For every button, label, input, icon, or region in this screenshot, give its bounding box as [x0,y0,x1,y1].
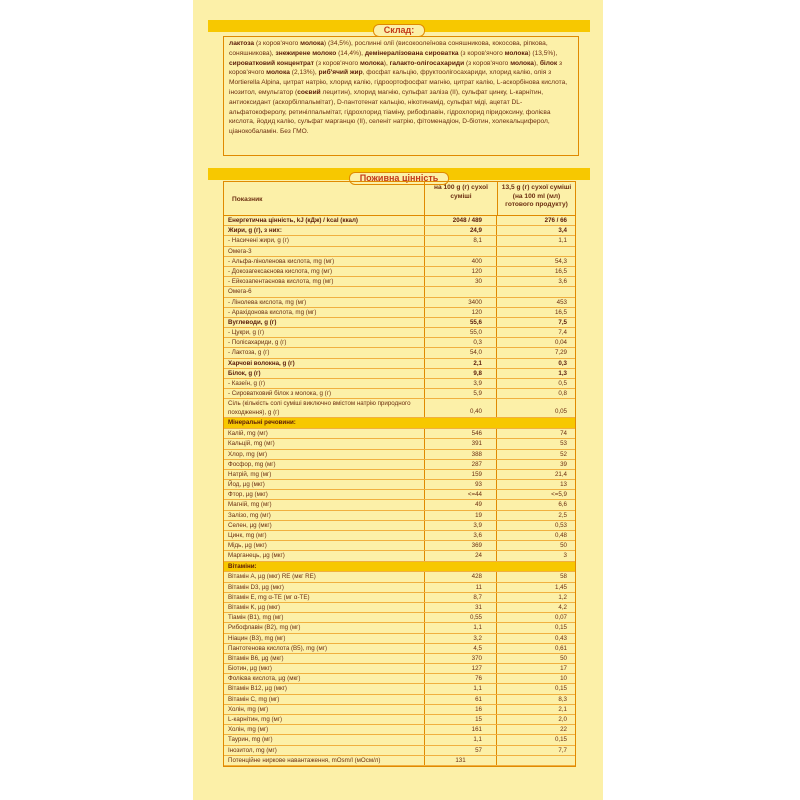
table-row [224,684,575,694]
table-row [224,551,575,561]
composition-segment: лактоза [229,40,255,47]
table-row [224,429,575,439]
row-per-serving: 0,61 [554,644,567,652]
table-row [224,593,575,603]
row-per-100g: 2048 / 489 [425,216,497,225]
row-name: Йод, µg (мкг) [224,480,425,489]
row-name: Калій, mg (мг) [224,429,425,438]
table-row [224,369,575,379]
composition-segment: (з коров'ячого [458,49,505,57]
row-per-serving: 3,4 [558,227,567,235]
row-name: Енергетична цінність, kJ (кДж) / kcal (ккал) [224,216,425,225]
table-row [224,521,575,531]
row-per-100g: 120 [425,308,497,317]
table-row [224,490,575,500]
composition-segment: з коров'ячого [229,59,563,77]
row-name: Рибофлавін (B2), mg (мг) [224,623,425,632]
row-name: Вітаміни: [228,562,257,570]
table-row [224,756,575,766]
row-per-100g: 55,6 [425,318,497,327]
row-per-serving: 0,15 [554,736,567,744]
row-per-100g: 76 [425,674,497,683]
row-per-serving: 1,1 [558,237,567,245]
composition-segment: ) (13,5%), [528,49,558,57]
row-name: Марганець, µg (мкг) [224,551,425,560]
row-per-100g: 0,55 [425,613,497,622]
row-name: Білок, g (г) [224,369,425,378]
row-name: Омега-6 [224,287,425,296]
row-name: Вітамін B12, µg (мкг) [224,684,425,693]
row-per-100g [425,418,497,428]
row-name: Залізо, mg (мг) [224,511,425,520]
row-per-serving: 7,5 [558,318,567,326]
table-row [224,583,575,593]
composition-segment: молока [266,69,290,77]
row-name: Фтор, µg (мкг) [224,490,425,499]
row-per-serving: 3 [563,552,567,560]
table-row [224,277,575,287]
composition-segment: ), [383,59,390,67]
composition-segment: (2,13%), [289,69,319,77]
row-per-serving: 2,5 [558,511,567,519]
row-name: Жири, g (г), з них: [224,226,425,235]
table-row [224,664,575,674]
composition-segment: (з коров'ячого [254,40,301,47]
row-per-serving: 4,2 [558,603,567,611]
composition-segment: , фосфат кальцію, фруктоолігосахариди, хлорид калію, олія з Mortierella Alpina, цитрат натрію, хлорид калію, гідроортофосфат магнію, цитрат калію, L-аскорбінова кислота, інозитол, емульгатор ( [229,69,568,96]
section-row [224,418,575,429]
row-name: Сіль (кількість солі суміші виключно вмістом натрію природного походження), g (г) [224,399,425,417]
table-row [224,267,575,277]
composition-segment: молока [510,59,534,67]
row-name: Потенційне ниркове навантаження, mOsm/l (мОсм/л) [224,756,425,765]
table-row [224,216,575,226]
row-per-100g: 30 [425,277,497,286]
row-per-100g: 428 [425,572,497,581]
table-row [224,287,575,297]
row-name: Цинк, mg (мг) [224,531,425,540]
row-per-100g: 61 [425,695,497,704]
row-name: - Лактоза, g (г) [224,348,425,357]
row-per-serving: 7,29 [554,349,567,357]
row-name: Ніацин (B3), mg (мг) [224,634,425,643]
table-row [224,511,575,521]
row-per-100g: 11 [425,583,497,592]
row-name: Мідь, µg (мкг) [224,541,425,550]
row-per-100g: 3,6 [425,531,497,540]
composition-segment: (з коров'ячого [464,59,511,67]
table-row [224,257,575,267]
row-per-serving: <=5,9 [551,491,567,499]
table-row [224,298,575,308]
table-row [224,399,575,418]
row-per-100g: 3,9 [425,379,497,388]
table-row [224,623,575,633]
row-name: Омега-3 [224,247,425,256]
table-row [224,674,575,684]
table-row [224,460,575,470]
table-row [224,746,575,756]
row-per-100g [425,247,497,256]
row-per-100g: 15 [425,715,497,724]
row-per-serving: 7,7 [558,746,567,754]
row-per-serving: 0,15 [554,624,567,632]
row-per-serving: 3,6 [558,278,567,286]
row-per-serving [497,418,575,428]
composition-segment: риб'ячий жир [318,69,363,77]
row-per-100g: 120 [425,267,497,276]
composition-segment: молока [300,40,324,47]
row-per-serving: 0,15 [554,685,567,693]
row-per-serving: 0,07 [554,614,567,622]
row-name: Інозитол, mg (мг) [224,746,425,755]
composition-segment: ) (34,5%), рослинні олії (високоолеїнова соняшникова, кокосова, ріпкова, соняшникова), [229,40,548,57]
row-name: - Сироватковий білок з молока, g (г) [224,389,425,398]
row-name: - Насичені жири, g (г) [224,236,425,245]
row-per-100g: 161 [425,725,497,734]
header-per-100g: на 100 g (г) сухої суміші [425,182,498,215]
row-per-serving: 50 [560,654,567,662]
row-per-100g: 8,7 [425,593,497,602]
table-row [224,603,575,613]
row-name: Вітамін C, mg (мг) [224,695,425,704]
row-per-serving: 53 [560,440,567,448]
row-per-serving: 16,5 [554,308,567,316]
header-indicator: Показник [224,182,425,215]
row-per-100g [425,287,497,296]
row-name: Пантотенова кислота (B5), mg (мг) [224,644,425,653]
table-row [224,318,575,328]
row-per-100g: 49 [425,500,497,509]
row-per-100g: 369 [425,541,497,550]
row-per-serving: 17 [560,665,567,673]
nutrition-header-band [208,168,590,183]
row-per-100g: 31 [425,603,497,612]
row-per-100g: <=44 [425,490,497,499]
row-per-100g: 0,40 [425,399,497,417]
row-name: Вітамін B6, µg (мкг) [224,654,425,663]
row-per-100g: 9,8 [425,369,497,378]
row-per-100g: 1,1 [425,735,497,744]
row-per-serving: 22 [560,726,567,734]
row-per-100g: 131 [425,756,497,765]
row-per-serving: 0,5 [558,380,567,387]
row-name: - Цукри, g (г) [224,328,425,337]
row-per-serving: 39 [560,460,567,468]
row-per-100g: 159 [425,470,497,479]
row-name: Біотин, µg (мкг) [224,664,425,673]
row-per-serving: 13 [560,481,567,489]
row-name: Холін, mg (мг) [224,705,425,714]
row-per-serving: 1,3 [558,369,567,377]
table-row [224,634,575,644]
row-per-100g: 5,9 [425,389,497,398]
table-row [224,705,575,715]
composition-segment: молока [504,49,529,57]
row-name: Хлор, mg (мг) [224,450,425,459]
row-per-serving: 276 / 66 [544,217,567,224]
table-row [224,695,575,705]
row-per-serving: 0,48 [554,532,567,540]
row-per-serving [497,247,575,256]
row-per-100g: 3400 [425,298,497,307]
composition-segment: галакто-олігосахариди [389,59,465,67]
row-name: - Лінолева кислота, mg (мг) [224,298,425,307]
row-per-100g: 57 [425,746,497,755]
nutrition-table-header [224,182,575,216]
table-row [224,470,575,480]
composition-segment: демінералізована сироватка [364,49,459,57]
row-name: Кальцій, mg (мг) [224,439,425,448]
header-per-serving: 13,5 g (г) сухої суміші (на 100 ml (мл) готового продукту) [501,184,572,208]
composition-segment: знежирене молоко [275,49,337,57]
row-name: Харчові волокна, g (г) [224,359,425,368]
table-row [224,644,575,654]
row-name: - Альфа-ліноленова кислота, mg (мг) [224,257,425,266]
table-row [224,389,575,399]
table-row [224,439,575,449]
nutrition-table [223,181,576,767]
composition-header-band [208,20,590,35]
row-per-serving: 52 [560,450,567,458]
row-per-serving: 0,53 [554,521,567,529]
row-per-serving: 58 [560,573,567,581]
row-name: L-карнітин, mg (мг) [224,715,425,724]
row-per-100g: 1,1 [425,684,497,693]
row-per-100g: 400 [425,257,497,266]
table-row [224,531,575,541]
section-row [224,562,575,573]
table-row [224,541,575,551]
row-name: Вуглеводи, g (г) [224,318,425,327]
composition-segment: ), [533,59,540,67]
table-row [224,735,575,745]
row-per-100g: 2,1 [425,359,497,368]
table-row [224,338,575,348]
table-row [224,480,575,490]
row-per-serving: 74 [560,430,567,438]
composition-segment: соєвий [297,88,321,96]
row-per-100g: 3,2 [425,634,497,643]
row-name: Вітамін E, mg α-TE (мг α-TE) [224,593,425,602]
row-name: Фолієва кислота, µg (мкг) [224,674,425,683]
row-per-serving: 1,2 [558,593,567,601]
row-name: Вітамін A, µg (мкг) RE (мкг RE) [224,572,425,581]
row-per-serving: 6,6 [558,501,567,509]
row-per-100g: 93 [425,480,497,489]
row-name: Фосфор, mg (мг) [224,460,425,469]
row-per-100g: 127 [425,664,497,673]
row-name: - Казеїн, g (г) [224,379,425,388]
row-per-serving [497,287,575,296]
composition-segment: сироватковий концентрат [229,59,314,67]
row-per-100g: 287 [425,460,497,469]
table-row [224,226,575,236]
table-row [224,348,575,358]
row-per-serving: 0,43 [554,634,567,642]
row-name: - Полісахариди, g (г) [224,338,425,347]
table-row [224,572,575,582]
row-name: Мінеральні речовини: [228,419,296,427]
table-row [224,236,575,246]
row-per-100g: 388 [425,450,497,459]
row-per-serving: 0,3 [558,359,567,367]
row-per-serving: 2,1 [558,705,567,713]
row-name: - Арахідонова кислота, mg (мг) [224,308,425,317]
composition-segment: (з коров'ячого [313,59,360,67]
row-per-100g: 55,0 [425,328,497,337]
table-row [224,613,575,623]
row-per-serving: 453 [556,298,567,306]
row-per-serving: 1,45 [554,583,567,591]
composition-text [223,36,579,156]
row-per-serving: 54,3 [554,257,567,265]
row-per-100g: 4,5 [425,644,497,653]
row-name: Магній, mg (мг) [224,500,425,509]
nutrition-rows [224,216,575,766]
row-per-100g: 16 [425,705,497,714]
table-row [224,500,575,510]
row-per-100g: 546 [425,429,497,438]
composition-title: Склад: [373,24,426,37]
row-name: Таурин, mg (мг) [224,735,425,744]
row-per-serving [497,562,575,572]
row-per-100g: 0,3 [425,338,497,347]
row-per-serving: 0,04 [554,339,567,347]
composition-segment: білок [539,59,558,67]
composition-segment: (14,4%), [336,49,365,57]
table-row [224,450,575,460]
row-per-serving: 0,05 [554,408,567,416]
row-name: - Докозагексаєнова кислота, mg (мг) [224,267,425,276]
table-row [224,379,575,389]
table-row [224,308,575,318]
row-name: Вітамін K, µg (мкг) [224,603,425,612]
row-per-serving: 21,4 [554,470,567,478]
row-per-serving: 50 [560,542,567,550]
table-row [224,725,575,735]
row-per-serving: 2,0 [558,716,567,724]
composition-segment: молока [360,59,384,67]
row-per-serving: 7,4 [558,329,567,337]
row-per-serving: 10 [560,675,567,683]
row-per-serving: 16,5 [554,267,567,275]
row-per-100g: 24,9 [425,226,497,235]
row-name: - Ейкозапентаєнова кислота, mg (мг) [224,277,425,286]
nutrition-title: Поживна цінність [349,172,450,185]
row-per-100g: 391 [425,439,497,448]
row-name: Селен, µg (мкг) [224,521,425,530]
table-row [224,715,575,725]
row-per-100g: 54,0 [425,348,497,357]
row-name: Холін, mg (мг) [224,725,425,734]
row-per-100g: 8,1 [425,236,497,245]
row-per-100g: 370 [425,654,497,663]
table-row [224,654,575,664]
row-name: Вітамін D3, µg (мкг) [224,583,425,592]
table-row [224,247,575,257]
composition-segment: лецитин), хлорид магнію, сульфат заліза (II), сульфат цинку, L-карнітин, антиоксидант (аскорбілпальмітат), D-пантотенат кальцію, нікотинамід, сульфат міді, ацетат DL-альфатокоферолу, ретинілпальмітат, гідрохлорид тіаміну, рибофлавін, гідрохлорид піридоксину, фолієва кислота, йодид калію, сульфат марганцю (II), селеніт натрію, фітоменадіон, D-біотин, холекальциферол, ціанокобаламін. Без ГМО. [229,88,551,136]
table-row [224,328,575,338]
row-per-100g: 3,9 [425,521,497,530]
row-per-serving: 8,3 [558,695,567,703]
row-per-100g [425,562,497,572]
row-per-100g: 1,1 [425,623,497,632]
row-name: Натрій, mg (мг) [224,470,425,479]
table-row [224,359,575,369]
row-per-100g: 24 [425,551,497,560]
row-per-serving: 0,8 [558,390,567,398]
row-name: Тіамін (B1), mg (мг) [224,613,425,622]
row-per-serving [497,756,575,765]
row-per-100g: 19 [425,511,497,520]
